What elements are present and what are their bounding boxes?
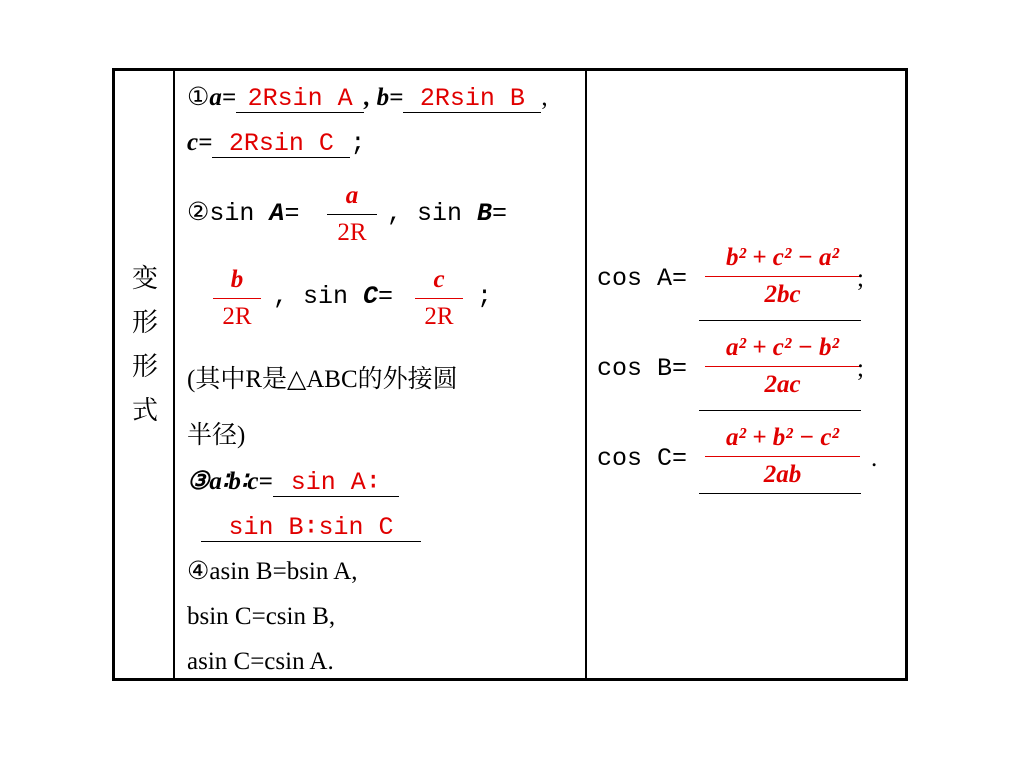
frac-den: 2bc [764, 281, 801, 308]
semicolon: ; [350, 129, 366, 158]
var-A: A [269, 199, 285, 228]
item2-sinB [387, 199, 507, 229]
fraction-bar [705, 456, 860, 457]
row-label-char: 式 [131, 396, 158, 426]
fraction-bar [415, 298, 463, 299]
answer-b: 2Rsin B [419, 84, 525, 113]
row-label-char: 变 [131, 264, 158, 294]
fraction-bar [705, 366, 860, 367]
column-divider-1 [173, 71, 175, 678]
row-label [125, 257, 165, 433]
answer-blank-b [403, 85, 541, 113]
item2-semicolon: ; [477, 282, 493, 311]
fraction-bar [327, 214, 377, 215]
note-line2: 半径) [187, 422, 246, 449]
item4-line2: bsin C=csin B, [187, 603, 336, 630]
comma: , [541, 84, 548, 111]
frac-den: 2ac [764, 371, 801, 398]
cosB-label: cos B= [597, 354, 688, 383]
item2-number: ②sin [187, 199, 270, 228]
row-label-char: 形 [131, 308, 158, 338]
fraction-b-over-2R [213, 265, 261, 332]
equals: = [378, 282, 394, 311]
cosC-end: . [871, 445, 878, 472]
fraction-cosA [705, 243, 860, 310]
formula-table [112, 68, 908, 681]
cosA-end: ; [857, 265, 864, 292]
answer-underline-cosA [699, 320, 861, 321]
fraction-cosB [705, 333, 860, 400]
frac-num: a² + b² − c² [726, 424, 839, 451]
equals: = [492, 199, 508, 228]
frac-den: 2R [337, 219, 367, 246]
row-label-char: 形 [131, 352, 158, 382]
item1-line2 [187, 128, 365, 159]
sin-text: , sin [387, 199, 478, 228]
answer-underline-cosB [699, 410, 861, 411]
column-divider-2 [585, 71, 587, 678]
c-equals: c= [187, 129, 213, 156]
var-B: B [477, 199, 493, 228]
item3-line2 [201, 512, 421, 542]
answer-blank-c [212, 130, 350, 158]
fraction-bar [213, 298, 261, 299]
cosB-end: ; [857, 355, 864, 382]
item3-label: ③a∶b∶c= [187, 468, 273, 495]
answer-ratio-2: sin B∶sin C [228, 513, 394, 542]
answer-c: 2Rsin C [228, 129, 334, 158]
item4-line1: ④asin B=bsin A, [187, 558, 358, 585]
var-C: C [363, 282, 379, 311]
item1-line1 [187, 83, 548, 113]
fraction-a-over-2R [327, 181, 377, 248]
cosC-label: cos C= [597, 444, 688, 473]
equals: = [284, 199, 300, 228]
answer-a: 2Rsin A [247, 84, 353, 113]
frac-num: a [345, 182, 359, 209]
item3-line1 [187, 467, 399, 497]
b-equals: , b= [364, 84, 404, 111]
answer-blank-ratio-2 [201, 514, 421, 542]
a-equals: a= [209, 84, 237, 111]
note-line1: (其中R是△ABC的外接圆 [187, 366, 458, 393]
fraction-cosC [705, 423, 860, 490]
answer-blank-a [236, 85, 364, 113]
sin-text: , sin [273, 282, 364, 311]
answer-underline-cosC [699, 493, 861, 494]
cosA-label: cos A= [597, 264, 688, 293]
frac-num: c [433, 266, 445, 293]
frac-num: b² + c² − a² [726, 244, 839, 271]
answer-blank-ratio-1 [273, 469, 399, 497]
frac-den: 2R [424, 303, 454, 330]
frac-num: a² + c² − b² [726, 334, 839, 361]
answer-ratio-1: sin A∶ [290, 468, 381, 497]
frac-den: 2ab [763, 461, 802, 488]
frac-num: b [230, 266, 244, 293]
frac-den: 2R [222, 303, 252, 330]
fraction-c-over-2R [415, 265, 463, 332]
item2-sinC [273, 282, 393, 312]
fraction-bar [705, 276, 860, 277]
item1-number: ① [187, 84, 210, 111]
item4-line3: asin C=csin A. [187, 648, 334, 675]
item2-sinA [187, 199, 299, 229]
